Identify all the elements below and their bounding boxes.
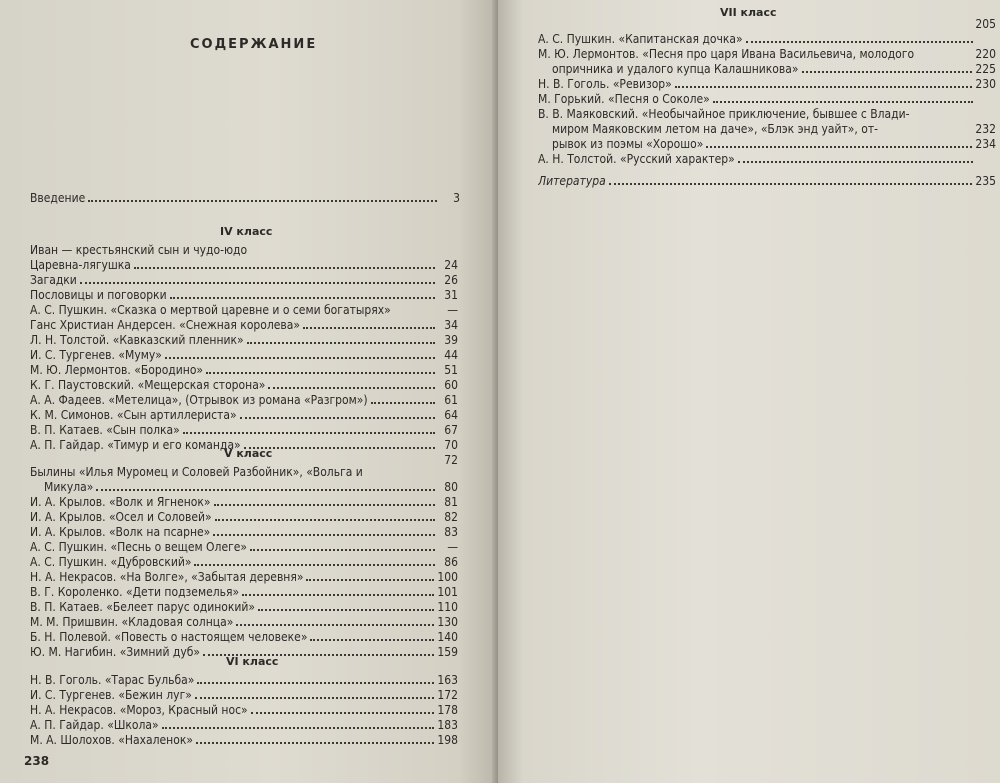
entry-page: 230 — [975, 77, 996, 91]
section-heading-v: V класс — [224, 447, 273, 460]
entry-page: 183 — [437, 718, 458, 732]
entry-page: 82 — [444, 510, 458, 524]
leader-dots — [242, 585, 434, 596]
entry-page: 44 — [444, 348, 458, 362]
entry-title: опричника и удалого купца Калашникова» — [552, 62, 799, 76]
entry-title: М. Ю. Лермонтов. «Бородино» — [30, 363, 204, 377]
leader-dots — [609, 174, 973, 185]
toc-entry — [30, 525, 458, 540]
entry-title: миром Маяковским летом на даче», «Блэк энд уайт», от- — [552, 122, 879, 136]
entry-title: В. Г. Короленко. «Дети подземелья» — [30, 585, 240, 599]
toc-entry — [30, 465, 458, 480]
entry-title: И. С. Тургенев. «Бежин луг» — [30, 688, 192, 702]
entry-title: Н. В. Гоголь. «Тарас Бульба» — [30, 673, 195, 687]
entry-page: 86 — [444, 555, 458, 569]
entry-page: 3 — [453, 191, 460, 205]
leader-dots — [371, 393, 435, 404]
leader-dots — [214, 495, 435, 506]
entry-page: 39 — [444, 333, 458, 347]
entry-page: 100 — [437, 570, 458, 584]
entry-title: И. А. Крылов. «Волк и Ягненок» — [30, 495, 211, 509]
leader-dots — [236, 615, 434, 626]
toc-entry — [30, 703, 458, 718]
entry-page: 70 — [444, 438, 458, 452]
leader-dots — [165, 348, 435, 359]
entry-title: А. П. Гайдар. «Тимур и его команда» — [30, 438, 241, 452]
toc-entry — [538, 92, 996, 107]
entry-title: М. Ю. Лермонтов. «Песня про царя Ивана Васильевича, молодого — [538, 47, 915, 61]
entry-title: рывок из поэмы «Хорошо» — [552, 137, 704, 151]
toc-entry — [538, 122, 996, 137]
section-v-list — [30, 465, 458, 660]
toc-entry — [30, 510, 458, 525]
leader-dots — [134, 258, 435, 269]
entry-page: — — [447, 303, 458, 317]
entry-title: И. А. Крылов. «Волк на псарне» — [30, 525, 211, 539]
entry-page: 235 — [975, 174, 996, 188]
entry-title: М. М. Пришвин. «Кладовая солнца» — [30, 615, 234, 629]
entry-page: 232 — [975, 122, 996, 136]
entry-title: В. В. Маяковский. «Необычайное приключение, бывшее с Влади- — [538, 107, 910, 121]
entry-title: К. М. Симонов. «Сын артиллериста» — [30, 408, 237, 422]
entry-page: 198 — [437, 733, 458, 747]
leader-dots — [738, 152, 973, 163]
page-number: 238 — [24, 754, 50, 768]
leader-dots — [310, 630, 434, 641]
toc-entry — [538, 32, 996, 47]
entry-page: 83 — [444, 525, 458, 539]
toc-entry — [30, 555, 458, 570]
toc-entry — [538, 47, 996, 62]
toc-entry — [538, 17, 996, 32]
toc-entry — [538, 152, 996, 167]
toc-entry — [30, 585, 458, 600]
entry-title: В. П. Катаев. «Сын полка» — [30, 423, 180, 437]
entry-page: 67 — [444, 423, 458, 437]
toc-entry — [30, 408, 458, 423]
entry-title: Микула» — [44, 480, 94, 494]
entry-title: М. А. Шолохов. «Нахаленок» — [30, 733, 193, 747]
toc-entry — [30, 570, 458, 585]
intro-entry — [30, 191, 460, 206]
leader-dots — [80, 273, 435, 284]
leader-dots — [268, 378, 435, 389]
leader-dots — [303, 318, 435, 329]
entry-title: А. С. Пушкин. «Дубровский» — [30, 555, 192, 569]
leader-dots — [675, 77, 973, 88]
toc-entry — [30, 423, 458, 438]
section-iv-list — [30, 243, 458, 468]
toc-entry — [30, 480, 458, 495]
toc-entry — [30, 615, 458, 630]
toc-entry — [30, 393, 458, 408]
entry-page: 80 — [444, 480, 458, 494]
toc-entry — [30, 733, 458, 748]
entry-page: 24 — [444, 258, 458, 272]
section-heading-vii: VII класс — [720, 6, 777, 19]
toc-entry — [30, 495, 458, 510]
toc-entry — [30, 348, 458, 363]
leader-dots — [162, 718, 435, 729]
entry-page: 101 — [437, 585, 458, 599]
leader-dots — [244, 438, 435, 449]
leader-dots — [258, 600, 434, 611]
leader-dots — [170, 288, 435, 299]
leader-dots — [196, 733, 434, 744]
leader-dots — [215, 510, 435, 521]
leader-dots — [88, 191, 437, 202]
entry-page: 64 — [444, 408, 458, 422]
entry-title: А. С. Пушкин. «Сказка о мертвой царевне и о семи богатырях» — [30, 303, 391, 317]
entry-page: 60 — [444, 378, 458, 392]
entry-title: Былины «Илья Муромец и Соловей Разбойник», «Вольга и — [30, 465, 363, 479]
toc-entry — [30, 303, 458, 318]
entry-title: И. С. Тургенев. «Муму» — [30, 348, 162, 362]
leader-dots — [746, 32, 973, 43]
entry-title: Ганс Христиан Андерсен. «Снежная королева» — [30, 318, 301, 332]
toc-entry — [30, 318, 458, 333]
entry-title: М. Горький. «Песня о Соколе» — [538, 92, 710, 106]
toc-entry — [30, 673, 458, 688]
toc-entry — [538, 137, 996, 152]
leader-dots — [250, 540, 435, 551]
toc-entry — [30, 288, 458, 303]
toc-entry — [30, 378, 458, 393]
entry-page: 61 — [444, 393, 458, 407]
leader-dots — [802, 62, 973, 73]
entry-page: 234 — [975, 137, 996, 151]
entry-page: 178 — [437, 703, 458, 717]
leader-dots — [195, 688, 435, 699]
leader-dots — [183, 423, 435, 434]
entry-title: В. П. Катаев. «Белеет парус одинокий» — [30, 600, 256, 614]
toc-entry — [30, 718, 458, 733]
entry-title: А. Н. Толстой. «Русский характер» — [538, 152, 735, 166]
toc-entry — [30, 630, 458, 645]
left-page — [0, 0, 498, 783]
toc-entry-literature — [538, 174, 996, 189]
entry-page: 205 — [975, 17, 996, 31]
leader-dots — [194, 555, 435, 566]
leader-dots — [247, 333, 435, 344]
toc-entry — [30, 333, 458, 348]
entry-page: 130 — [437, 615, 458, 629]
leader-dots — [713, 92, 973, 103]
toc-entry — [30, 600, 458, 615]
entry-title: А. С. Пушкин. «Песнь о вещем Олеге» — [30, 540, 248, 554]
entry-title: Б. Н. Полевой. «Повесть о настоящем человеке» — [30, 630, 308, 644]
leader-dots — [96, 480, 435, 491]
entry-title: Л. Н. Толстой. «Кавказский пленник» — [30, 333, 244, 347]
entry-page: 26 — [444, 273, 458, 287]
entry-page: 81 — [444, 495, 458, 509]
toc-entry — [30, 363, 458, 378]
entry-page: 172 — [437, 688, 458, 702]
leader-dots — [213, 525, 435, 536]
toc-entry — [538, 107, 996, 122]
toc-entry-introduction — [30, 191, 460, 206]
entry-title: Пословицы и поговорки — [30, 288, 167, 302]
entry-page: 163 — [437, 673, 458, 687]
toc-entry — [30, 540, 458, 555]
leader-dots — [306, 570, 434, 581]
entry-title: Ю. М. Нагибин. «Зимний дуб» — [30, 645, 200, 659]
entry-title: К. Г. Паустовский. «Мещерская сторона» — [30, 378, 266, 392]
entry-title: Загадки — [30, 273, 77, 287]
entry-page: 51 — [444, 363, 458, 377]
section-heading-vi: VI класс — [226, 655, 279, 668]
entry-page: 140 — [437, 630, 458, 644]
entry-page: 220 — [975, 47, 996, 61]
toc-entry — [30, 273, 458, 288]
leader-dots — [197, 673, 434, 684]
entry-title: Иван — крестьянский сын и чудо-юдо — [30, 243, 248, 257]
contents-title: СОДЕРЖАНИЕ — [190, 37, 318, 52]
section-vi-list — [30, 673, 458, 748]
leader-dots — [706, 137, 972, 148]
entry-title: Царевна-лягушка — [30, 258, 131, 272]
entry-title: Введение — [30, 191, 86, 205]
section-vii-list — [538, 17, 996, 189]
leader-dots — [206, 363, 435, 374]
entry-title: А. А. Фадеев. «Метелица», (Отрывок из романа «Разгром») — [30, 393, 368, 407]
section-heading-iv: IV класс — [220, 225, 273, 238]
toc-entry — [30, 688, 458, 703]
entry-title: Литература — [538, 174, 606, 188]
entry-page: 110 — [437, 600, 458, 614]
toc-entry — [30, 243, 458, 258]
entry-page: 72 — [444, 453, 458, 467]
entry-page: 159 — [437, 645, 458, 659]
entry-title: Н. А. Некрасов. «На Волге», «Забытая деревня» — [30, 570, 304, 584]
leader-dots — [251, 703, 435, 714]
toc-entry — [538, 62, 996, 77]
entry-title: Н. А. Некрасов. «Мороз, Красный нос» — [30, 703, 248, 717]
toc-entry — [30, 258, 458, 273]
leader-dots — [240, 408, 435, 419]
entry-page: — — [447, 540, 458, 554]
entry-page: 225 — [975, 62, 996, 76]
entry-title: И. А. Крылов. «Осел и Соловей» — [30, 510, 212, 524]
entry-title: А. П. Гайдар. «Школа» — [30, 718, 159, 732]
entry-page: 31 — [444, 288, 458, 302]
entry-page: 34 — [444, 318, 458, 332]
entry-title: Н. В. Гоголь. «Ревизор» — [538, 77, 672, 91]
entry-title: А. С. Пушкин. «Капитанская дочка» — [538, 32, 743, 46]
right-page — [498, 0, 1000, 783]
toc-entry — [538, 77, 996, 92]
